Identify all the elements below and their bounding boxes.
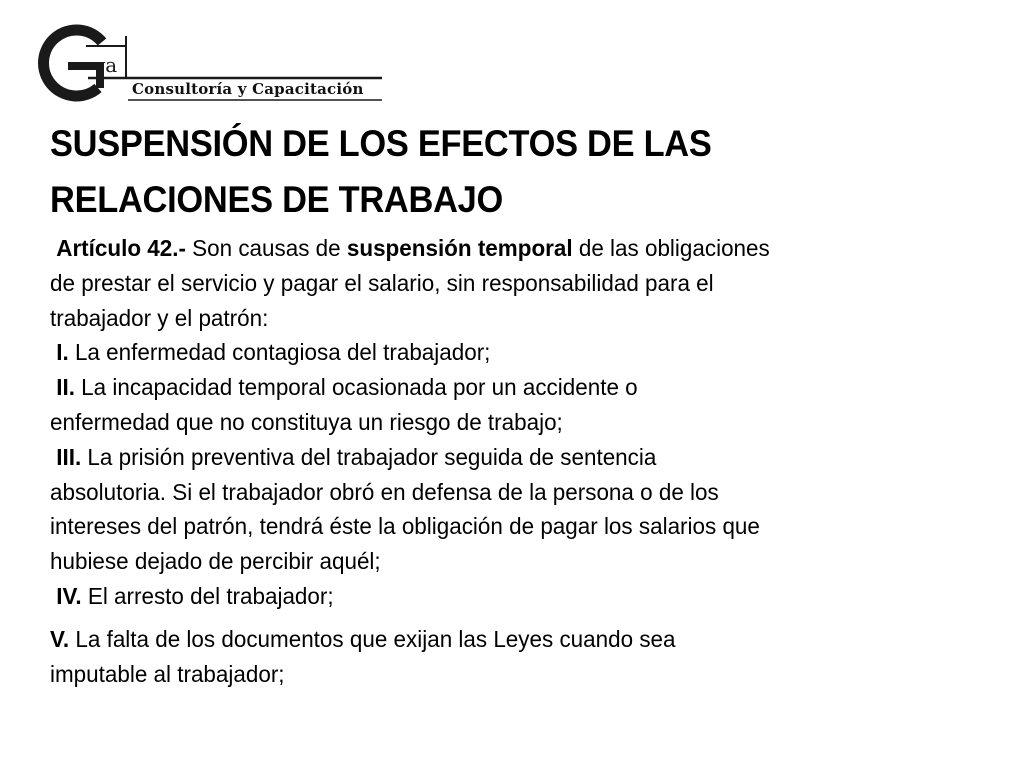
item-ii-cont: enfermedad que no constituya un riesgo de trabajo; [50, 408, 563, 435]
item-iii: III. La prisión preventiva del trabajador seguida de sentencia [56, 443, 657, 470]
item-numeral: V. [50, 625, 70, 652]
item-iii-cont: absolutoria. Si el trabajador obró en defensa de la persona o de los [50, 478, 719, 505]
item-v: V. La falta de los documentos que exijan las Leyes cuando sea [50, 625, 676, 652]
item-iii-cont: hubiese dejado de percibir aquél; [50, 548, 381, 575]
item-numeral: II. [56, 374, 75, 401]
paragraph-gap [50, 614, 967, 622]
item-i: I. La enfermedad contagiosa del trabajador; [56, 339, 491, 366]
article-emphasis: suspensión temporal [346, 235, 573, 261]
article-intro-line-2: de prestar el servicio y pagar el salario, sin responsabilidad para el [50, 269, 714, 296]
slide-title [50, 116, 924, 228]
article-intro-line-1: Artículo 42.- Son causas de suspensión temporal de las obligaciones [56, 235, 770, 261]
article-body [50, 231, 967, 691]
item-v-cont: imputable al trabajador; [50, 660, 285, 687]
item-iii-cont: intereses del patrón, tendrá éste la obligación de pagar los salarios que [50, 513, 760, 540]
item-numeral: III. [56, 443, 82, 470]
title-line-2: RELACIONES DE TRABAJO [50, 179, 503, 220]
logo-mark [28, 22, 388, 112]
item-ii: II. La incapacidad temporal ocasionada por un accidente o [56, 374, 638, 401]
logo-suffix: va [94, 53, 118, 77]
item-iv: IV. El arresto del trabajador; [56, 582, 334, 609]
title-line-1: SUSPENSIÓN DE LOS EFECTOS DE LAS [50, 123, 712, 164]
logo [28, 22, 388, 112]
article-intro-line-3: trabajador y el patrón: [50, 304, 269, 331]
article-label: Artículo 42.- [56, 235, 186, 261]
item-numeral: I. [56, 339, 69, 366]
logo-subtitle: Consultoría y Capacitación [132, 80, 364, 98]
item-numeral: IV. [56, 582, 82, 609]
